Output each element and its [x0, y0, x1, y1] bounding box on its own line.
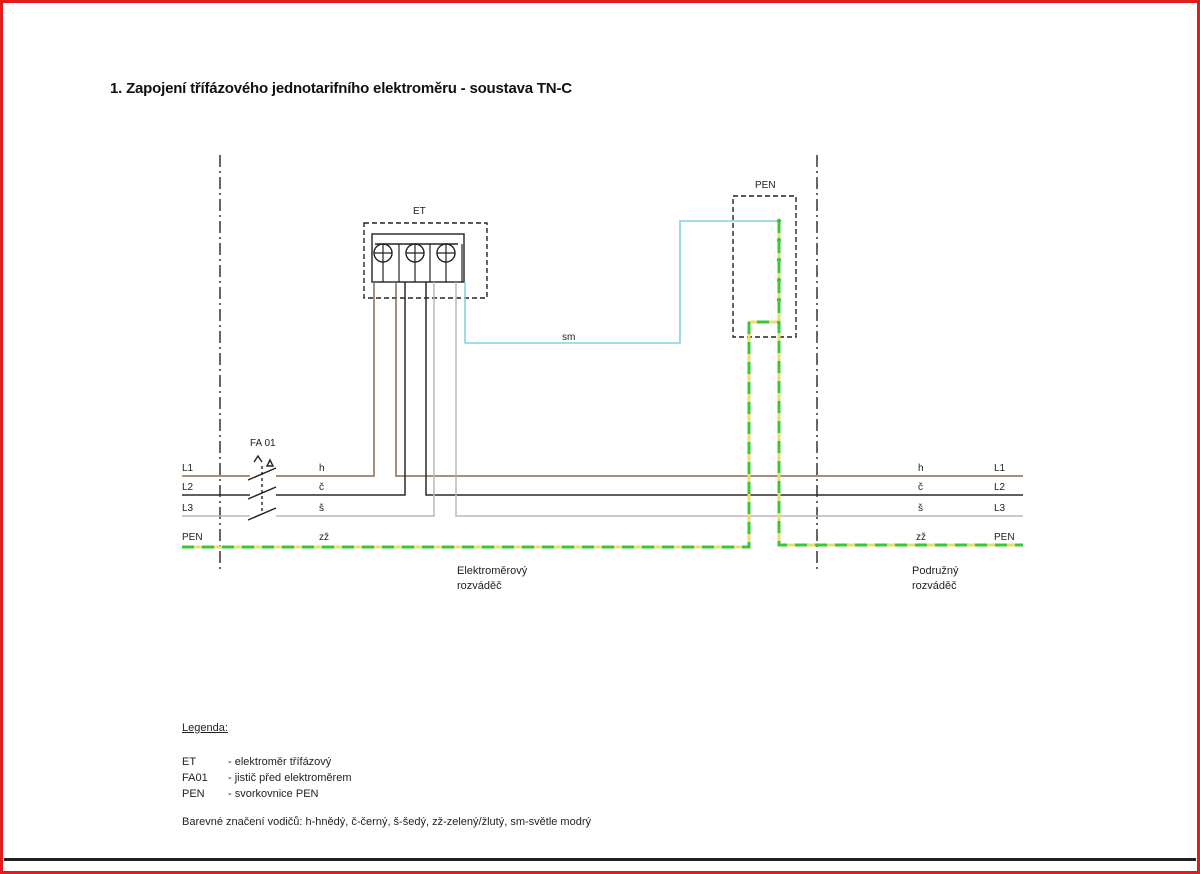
l3-meter-in	[276, 282, 434, 516]
line-label-left-l1: L1	[182, 463, 194, 474]
distribution-left-line2: rozváděč	[457, 580, 502, 592]
line-label-left-l3: L3	[182, 503, 194, 514]
legend-code: PEN	[182, 788, 205, 800]
fa01-breaker	[248, 456, 276, 520]
line-label-left-l2: L2	[182, 482, 194, 493]
pen-incoming-wire	[182, 322, 779, 547]
line-label-right-l1: L1	[994, 463, 1006, 474]
legend-colors-note: Barevné značení vodičů: h-hnědý, č-černý, š-šedý, zž-zelený/žlutý, sm-světle modrý	[182, 816, 591, 828]
legend-heading: Legenda:	[182, 722, 228, 734]
legend-text: - elektroměr třífázový	[228, 756, 332, 768]
sm-wire	[465, 221, 779, 343]
pen-incoming-wire-stripe	[182, 322, 779, 547]
pen-outgoing-wire	[779, 221, 1023, 545]
legend-item-et	[182, 754, 591, 770]
color-code-right-h: h	[918, 463, 924, 474]
l3-meter-out	[456, 282, 1023, 516]
legend-code: FA01	[182, 772, 208, 784]
l1-meter-in	[276, 282, 374, 476]
sm-label: sm	[562, 332, 576, 343]
l2-meter-out	[426, 282, 1023, 495]
color-code-right-s: š	[918, 503, 923, 514]
fa01-label: FA 01	[250, 438, 276, 449]
legend	[182, 722, 591, 828]
legend-text: - jistič před elektroměrem	[228, 772, 352, 784]
l1-meter-out	[396, 282, 1023, 476]
line-label-left-pen: PEN	[182, 532, 203, 543]
page-title: 1. Zapojení třífázového jednotarifního elektroměru - soustava TN-C	[110, 80, 572, 97]
distribution-right-line2: rozváděč	[912, 580, 957, 592]
color-code-right-zz: zž	[916, 532, 926, 543]
color-code-left-c: č	[319, 482, 324, 493]
color-code-left-zz: zž	[319, 532, 329, 543]
legend-item-pen	[182, 786, 591, 802]
pen-terminal-box	[733, 196, 796, 337]
et-meter-frame	[372, 234, 464, 282]
distribution-left-line1: Elektroměrový	[457, 565, 528, 577]
distribution-right-line1: Podružný	[912, 565, 959, 577]
l2-meter-in	[276, 282, 405, 495]
legend-text: - svorkovnice PEN	[228, 788, 319, 800]
et-label: ET	[413, 206, 426, 217]
color-code-right-c: č	[918, 482, 923, 493]
color-code-left-s: š	[319, 503, 324, 514]
legend-code: ET	[182, 756, 197, 768]
line-label-right-l3: L3	[994, 503, 1006, 514]
color-code-left-h: h	[319, 463, 325, 474]
pen-box-label: PEN	[755, 180, 776, 191]
legend-item-fa01	[182, 770, 591, 786]
line-label-right-pen: PEN	[994, 532, 1015, 543]
line-label-right-l2: L2	[994, 482, 1006, 493]
pen-outgoing-wire-stripe	[779, 221, 1023, 545]
